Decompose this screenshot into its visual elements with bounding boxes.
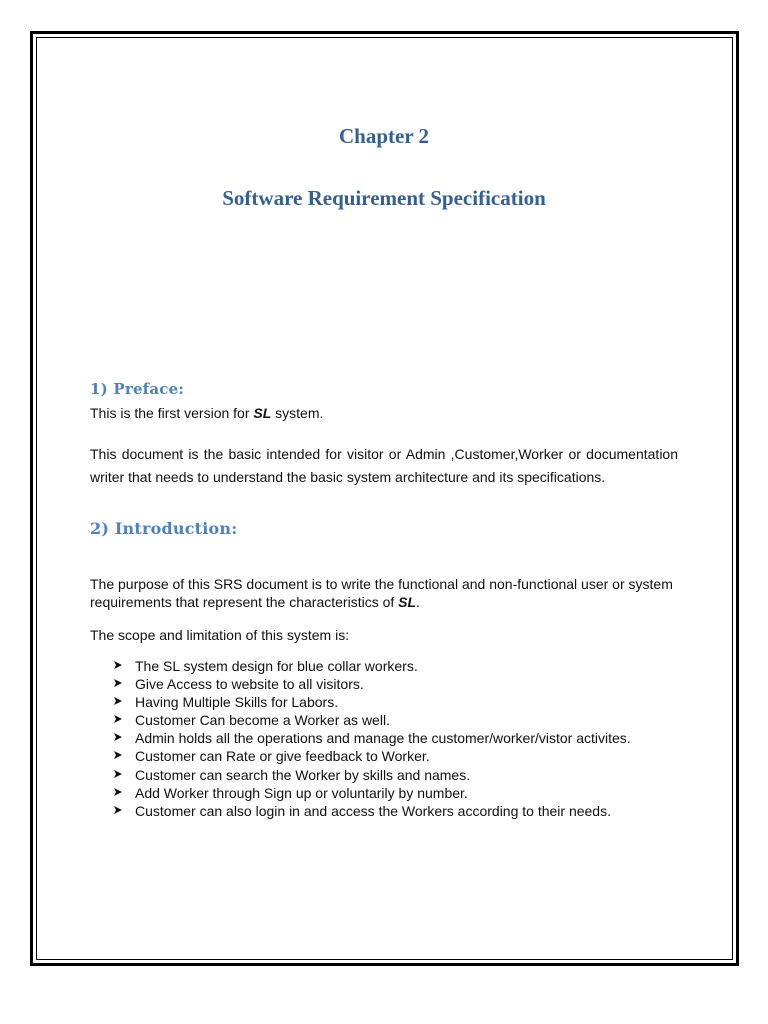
introduction-heading: 2) Introduction: bbox=[90, 519, 238, 538]
purpose-prefix: The purpose of this SRS document is to write the functional and non-functional user or system requirements that represent the characteristics of bbox=[90, 576, 673, 610]
arrowhead-bullet-icon bbox=[113, 675, 135, 693]
list-item bbox=[113, 657, 631, 675]
list-item-text: Admin holds all the operations and manage the customer/worker/vistor activites. bbox=[135, 730, 631, 747]
list-item bbox=[113, 802, 631, 820]
list-item bbox=[113, 747, 631, 765]
list-item-text: Give Access to website to all visitors. bbox=[135, 676, 364, 693]
arrowhead-bullet-icon bbox=[113, 766, 135, 784]
list-item bbox=[113, 729, 631, 747]
arrowhead-bullet-icon bbox=[113, 747, 135, 765]
arrowhead-bullet-icon bbox=[113, 729, 135, 747]
purpose-suffix: . bbox=[416, 594, 420, 610]
list-item-text: Customer can also login in and access the Workers according to their needs. bbox=[135, 802, 611, 819]
list-item-text: Having Multiple Skills for Labors. bbox=[135, 694, 339, 711]
list-item bbox=[113, 711, 631, 729]
preface-first-line bbox=[90, 404, 678, 422]
purpose-sl-emphasis: SL bbox=[398, 594, 417, 610]
preface-line-suffix: system. bbox=[271, 405, 324, 421]
preface-paragraph: This document is the basic intended for visitor or Admin ,Customer,Worker or documentation writer that needs to understand the basic system architecture and its specifications. bbox=[90, 446, 678, 485]
arrowhead-bullet-icon bbox=[113, 784, 135, 802]
list-item-text: Customer can search the Worker by skills and names. bbox=[135, 766, 471, 783]
chapter-heading: Chapter 2 bbox=[338, 124, 430, 148]
arrowhead-bullet-icon bbox=[113, 657, 135, 675]
list-item bbox=[113, 675, 631, 693]
list-item bbox=[113, 766, 631, 784]
page-border-inner bbox=[36, 37, 733, 960]
list-item-text: Customer Can become a Worker as well. bbox=[135, 712, 390, 729]
scope-bullet-list bbox=[113, 657, 631, 820]
arrowhead-bullet-icon bbox=[113, 802, 135, 820]
preface-sl-emphasis: SL bbox=[253, 405, 272, 421]
list-item-text: Add Worker through Sign up or voluntarily by number. bbox=[135, 784, 468, 801]
preface-heading: 1) Preface: bbox=[90, 380, 185, 398]
list-item-text: Customer can Rate or give feedback to Worker. bbox=[135, 748, 430, 765]
arrowhead-bullet-icon bbox=[113, 693, 135, 711]
preface-line-prefix: This is the first version for bbox=[90, 405, 254, 421]
list-item bbox=[113, 784, 631, 802]
introduction-purpose-paragraph bbox=[90, 575, 678, 611]
list-item bbox=[113, 693, 631, 711]
scope-paragraph: The scope and limitation of this system is: bbox=[90, 627, 350, 643]
arrowhead-bullet-icon bbox=[113, 711, 135, 729]
document-title: Software Requirement Specification bbox=[222, 186, 546, 210]
list-item-text: The SL system design for blue collar workers. bbox=[135, 658, 418, 674]
